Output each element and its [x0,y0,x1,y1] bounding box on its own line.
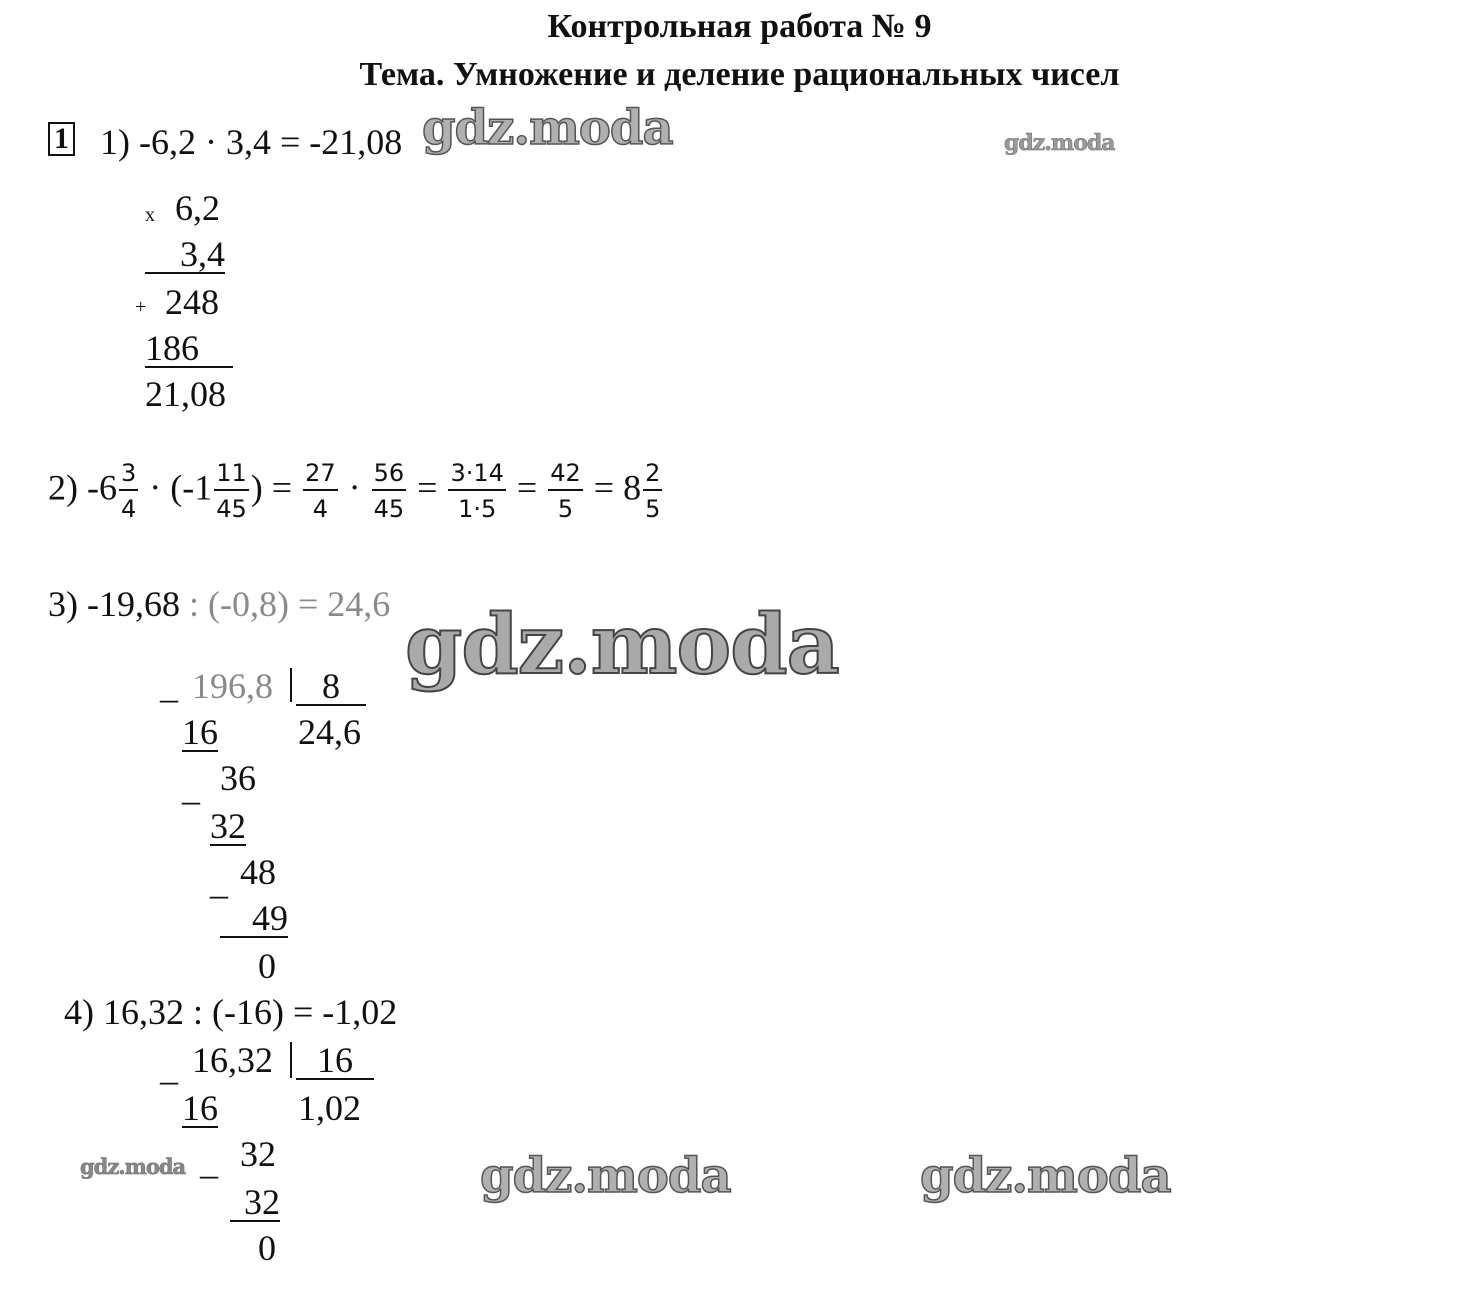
div3-sub3: 49 [220,900,288,938]
div4-bar [290,1042,292,1078]
p2-mid2: ) = [250,467,293,508]
mult-factor-b: 3,4 [145,236,225,274]
div4-minus: _ [160,1048,178,1088]
div4-final-rem: 0 [258,1228,276,1268]
part4-expression: 4) 16,32 : (-16) = -1,02 [64,992,398,1032]
div4-minus2: _ [200,1142,218,1182]
watermark: gdz.moda [480,1148,731,1204]
div3-final-rem: 0 [258,946,276,986]
task-number-box: 1 [48,122,75,156]
watermark: gdz.moda [920,1148,1171,1204]
watermark: gdz.moda [80,1154,186,1179]
p3-expr-a: 3) -19,68 [48,584,180,624]
mult-partial-1: 248 [165,282,219,322]
p2-prefix: 2) -6 [48,467,117,508]
div3-bar [290,668,292,702]
div4-sub2: 32 [230,1184,280,1222]
p2-eq3: = 8 [593,467,642,508]
div3-minus: _ [160,666,178,706]
mult-sign: x [145,204,155,226]
div3-rem1: 36 [220,758,256,798]
page-subtitle: Тема. Умножение и деление рациональных чисел [359,56,1120,93]
div4-dividend: 16,32 [192,1040,273,1080]
div4-quotient: 1,02 [298,1088,361,1128]
mult-partial-2: 186 [145,330,233,368]
mult-result: 21,08 [145,374,226,414]
p2-mid1: · (-1 [149,467,213,508]
div3-quotient: 24,6 [298,712,361,752]
div3-dividend: 196,8 [192,666,273,706]
part3-expression [48,586,390,622]
fraction: $\frac{3}{4}$ [120,459,137,524]
watermark: gdz.moda [422,100,673,156]
div3-sub2: 32 [210,806,246,846]
p2-dot: · [348,467,361,508]
p2-eq1: = [417,467,438,508]
div3-minus2: _ [182,768,200,808]
div4-divisor: 16 [296,1042,374,1080]
mult-plus-sign: + [135,296,147,318]
div4-rem1: 32 [240,1134,276,1174]
page-title: Контрольная работа № 9 [547,8,932,45]
div3-sub1: 16 [182,712,218,752]
watermark: gdz.moda [405,597,839,693]
fraction: $\frac{2}{5}$ [645,459,661,524]
p3-expr-b: : (-0,8) = 24,6 [188,584,391,624]
watermark: gdz.moda [1004,130,1115,156]
mult-factor-a: 6,2 [175,188,220,228]
div4-sub1: 16 [182,1088,218,1128]
div3-rem2: 48 [240,852,276,892]
div3-divisor: 8 [296,668,366,706]
div3-minus3: _ [210,862,228,902]
fraction: $\frac{27}{4}$ [305,459,336,524]
fraction: $\frac{3\cdot 14}{1\cdot 5}$ [450,459,504,524]
p2-eq2: = [516,467,538,508]
fraction: $\frac{56}{45}$ [373,459,405,524]
fraction: $\frac{11}{45}$ [216,459,247,524]
fraction: $\frac{42}{5}$ [550,459,581,524]
part1-expression: 1) -6,2 · 3,4 = -21,08 [100,122,403,162]
part2-expression [48,460,664,523]
